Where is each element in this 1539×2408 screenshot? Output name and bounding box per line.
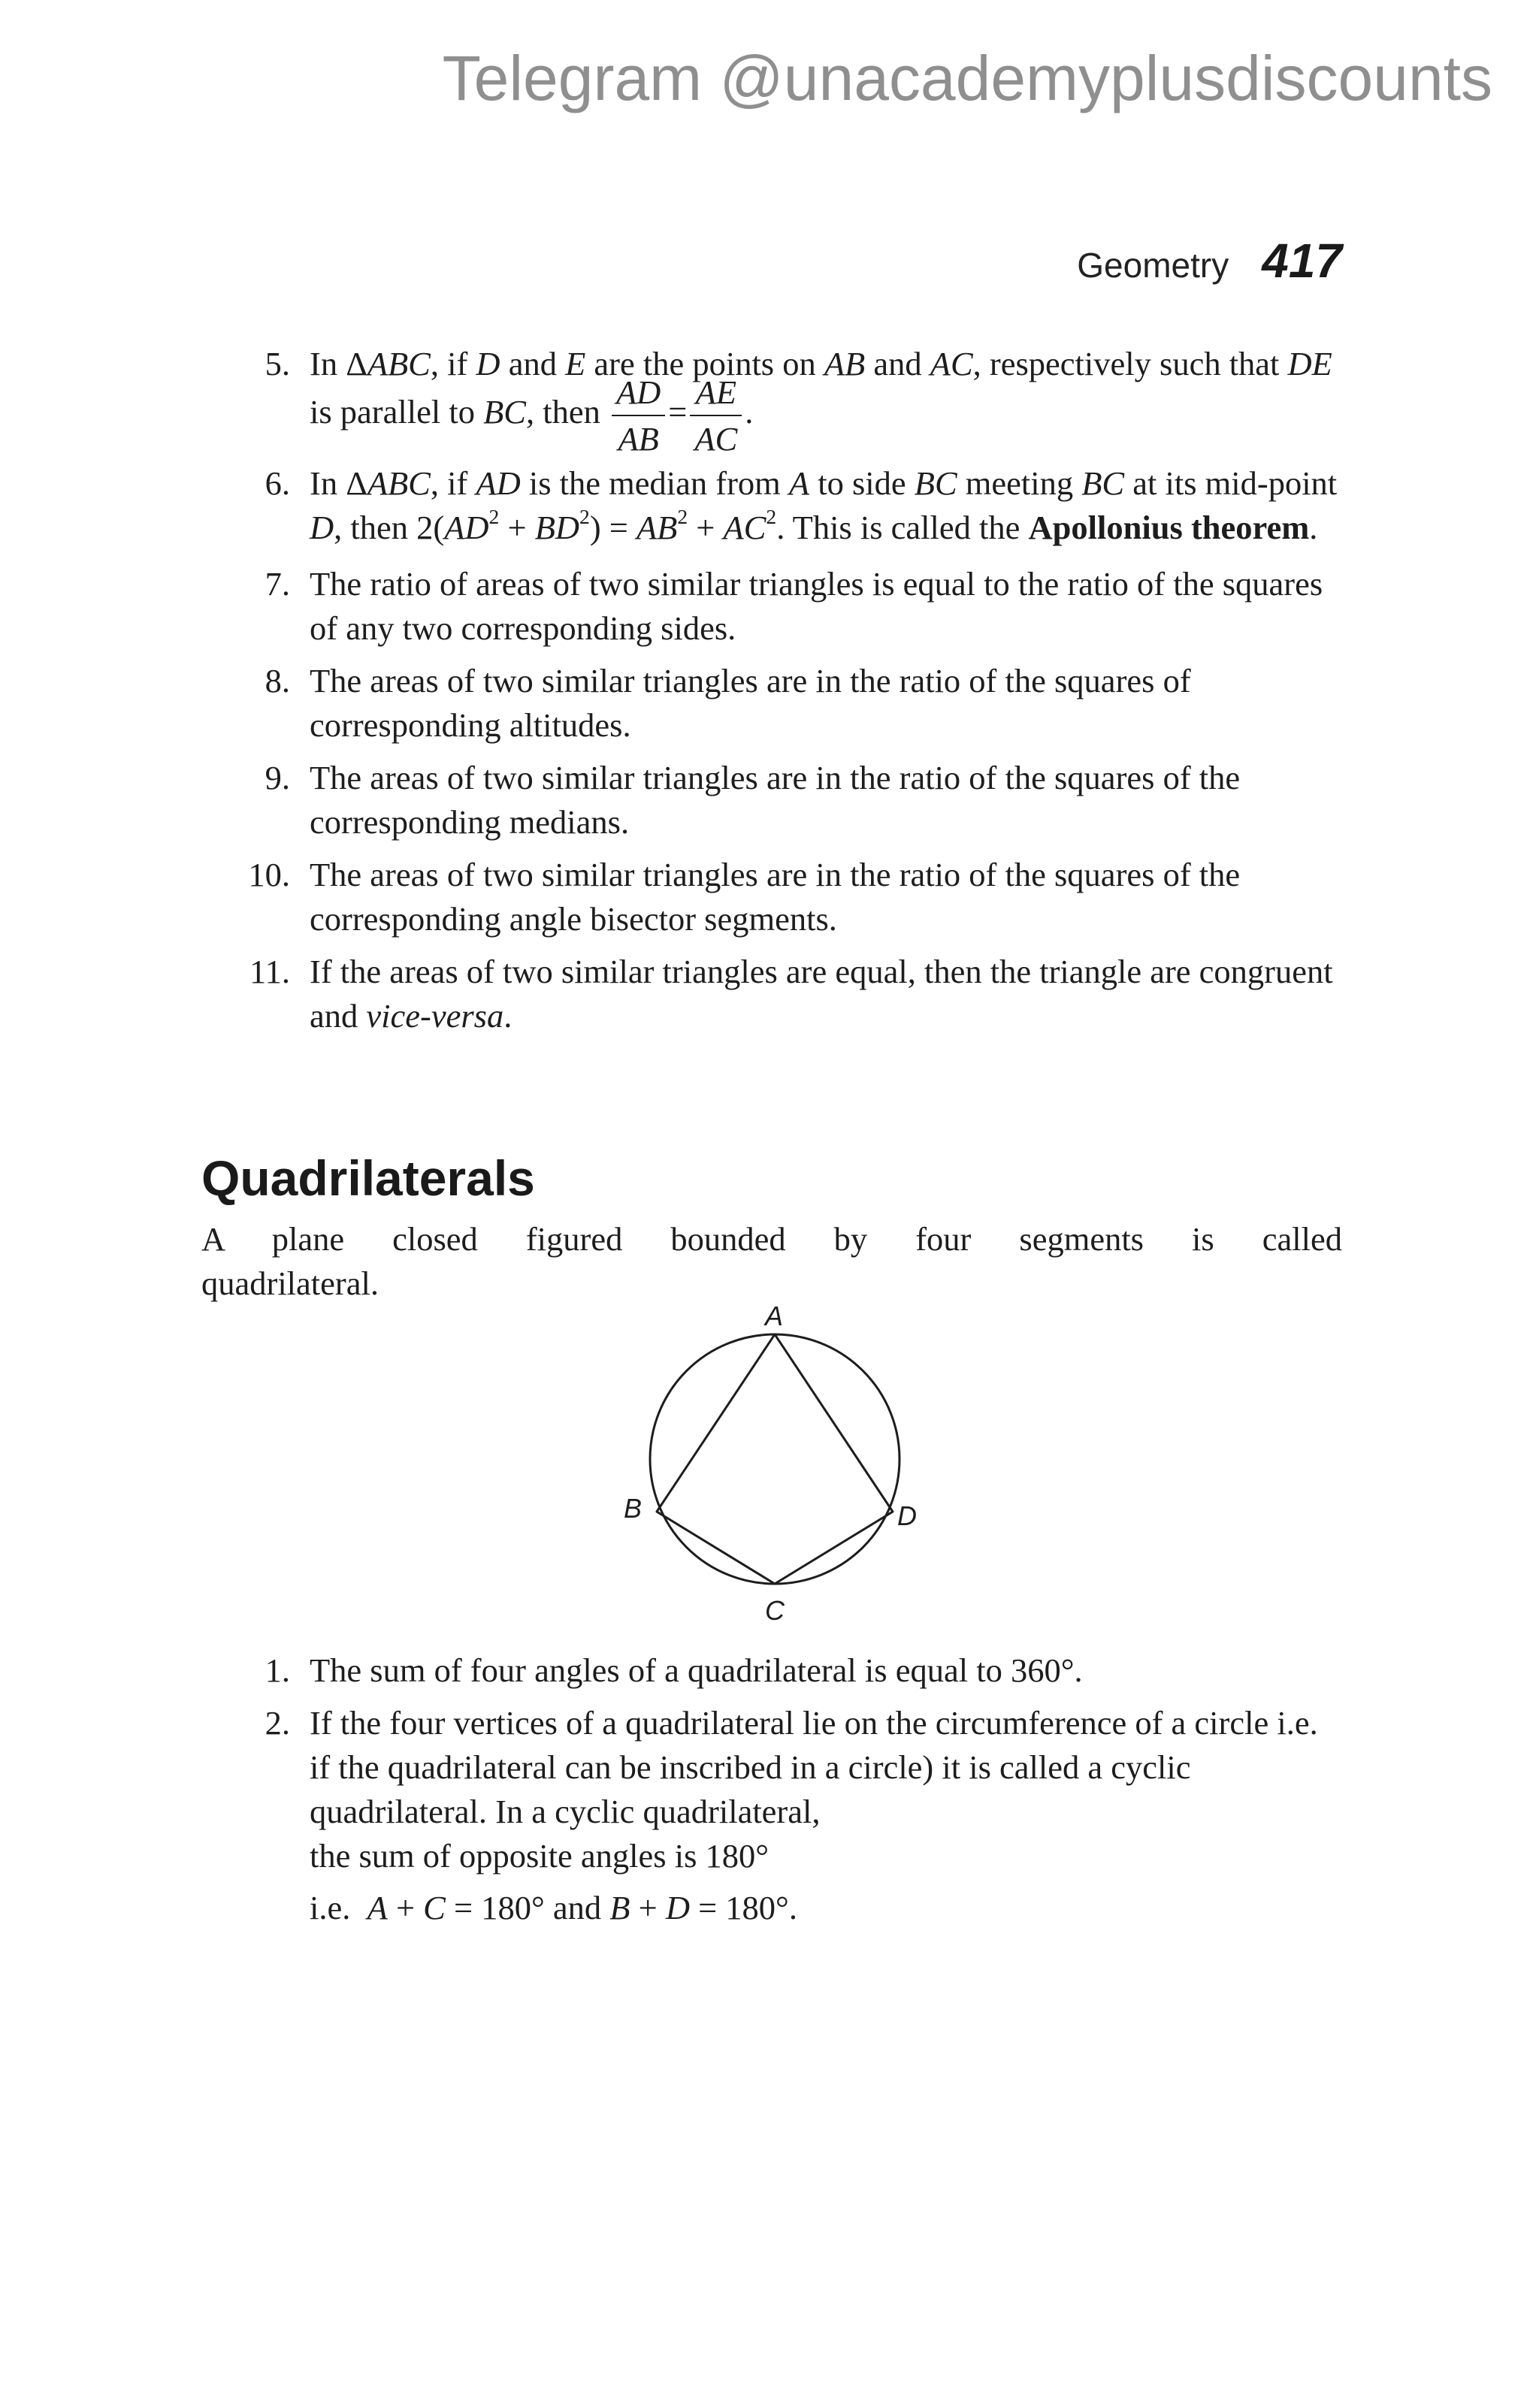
item-text: The sum of four angles of a quadrilateral is equal to 360°. (310, 1651, 1083, 1689)
watermark: Telegram @unacademyplusdiscounts (442, 43, 1492, 113)
item-text: If the four vertices of a quadrilateral lie on the circumference of a circle i.e. if the quadrilateral can be inscribed in a circle) it is called a cyclic quadrilateral. In a cyclic quadrilateral, (310, 1704, 1318, 1830)
item-number: 1. (265, 1651, 290, 1689)
section-title: Quadrilaterals (201, 1150, 535, 1206)
item-text-line-2: the sum of opposite angles is 180° (310, 1837, 770, 1875)
list-item (201, 950, 1342, 1038)
item-text: In ΔABC, if AD is the median from A to side BC meeting BC at its mid-point D, then $2(AD^2 + BD^2) = AB^2 + AC^2$. This is called the Apollonius theorem. (310, 464, 1338, 546)
item-text: The areas of two similar triangles are in the ratio of the squares of the corresponding angle bisector segments. (310, 856, 1241, 938)
list-item (201, 342, 1342, 458)
list-item (201, 1701, 1342, 1878)
list-item (201, 659, 1342, 748)
item-number: 2. (265, 1704, 290, 1742)
circumcircle (650, 1334, 900, 1584)
item-number: 5. (265, 345, 290, 382)
item-text: The areas of two similar triangles are in the ratio of the squares of corresponding altitudes. (310, 662, 1191, 744)
item-text: In ΔABC, if D and E are the points on AB and AC, respectively such that DE is parallel to BC, then $\frac{AD}{AB}$ = $\frac{AE}{AC}$ . (310, 345, 1332, 431)
list-item (201, 1648, 1342, 1693)
intro-line-2: quadrilateral. (201, 1264, 379, 1302)
figure-svg (610, 1292, 926, 1630)
fraction-ad-ab: $\frac{AD}{AB}$ (612, 370, 665, 461)
running-head (1077, 233, 1342, 289)
list-item (201, 756, 1342, 844)
item-number: 7. (265, 565, 290, 603)
vertex-label-d: D (897, 1500, 917, 1531)
item-number: 8. (265, 662, 290, 699)
vertex-label-b: B (624, 1493, 643, 1524)
quadrilateral-properties (201, 1648, 1342, 1930)
item-number: 6. (265, 464, 290, 502)
item-text: The ratio of areas of two similar triangles is equal to the ratio of the squares of any two corresponding sides. (310, 565, 1323, 647)
cyclic-quadrilateral-figure (610, 1292, 926, 1630)
quadrilateral-abcd (657, 1334, 893, 1584)
list-item (201, 853, 1342, 941)
list-item (201, 562, 1342, 651)
page-number: 417 (1262, 234, 1342, 288)
item-number: 9. (265, 759, 290, 796)
section-name: Geometry (1077, 246, 1229, 285)
angle-sum-equation: i.e. A + C = 180° and B + D = 180°. (310, 1889, 797, 1926)
vertex-label-c: C (765, 1595, 785, 1626)
item-text: The areas of two similar triangles are in the ratio of the squares of the corresponding medians. (310, 759, 1241, 841)
fraction-ae-ac: $\frac{AE}{AC}$ (690, 370, 742, 461)
list-item (201, 461, 1342, 554)
intro-line-1: A plane closed figured bounded by four segments is called (201, 1220, 1342, 1258)
triangle-properties (201, 342, 1342, 1047)
vertex-label-a: A (765, 1301, 784, 1331)
item-number: 10. (248, 856, 290, 893)
item-number: 11. (249, 953, 290, 990)
item-text: If the areas of two similar triangles are equal, then the triangle are congruent and vice-versa. (310, 953, 1333, 1035)
